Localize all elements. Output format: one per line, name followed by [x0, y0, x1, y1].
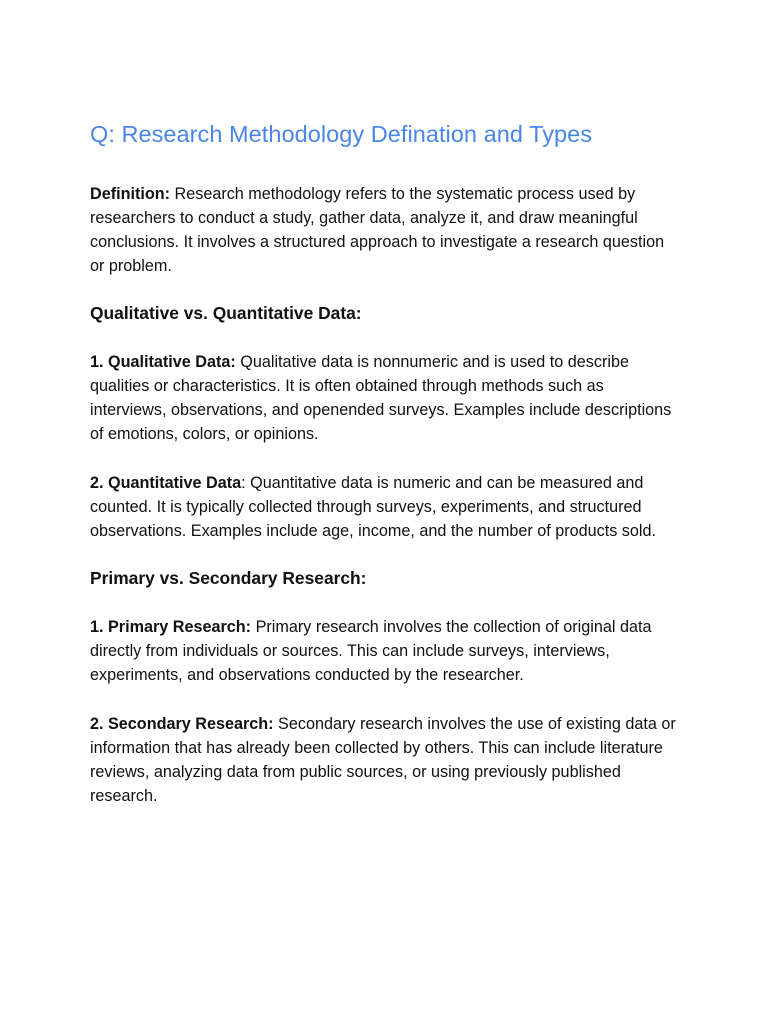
definition-text: Research methodology refers to the systematic process used by researchers to conduct a study, gather data, analyze it, and draw meaningful conclusions. It involves a structured approach to investigate a research question or problem. [90, 185, 665, 275]
definition-label: Definition: [90, 185, 171, 203]
section-heading-primary-secondary: Primary vs. Secondary Research: [90, 568, 367, 588]
qualitative-data-label: 1. Qualitative Data: [90, 353, 236, 371]
primary-research-paragraph [90, 615, 678, 687]
section-heading-qualitative-quantitative: Qualitative vs. Quantitative Data: [90, 303, 362, 323]
primary-research-label: 1. Primary Research: [90, 618, 252, 636]
secondary-research-paragraph [90, 712, 678, 808]
secondary-research-text: Secondary research involves the use of existing data or information that has already been collected by others. This can include literature reviews, analyzing data from public sources, or using previously published research. [90, 715, 676, 805]
quantitative-data-label: 2. Quantitative Data [90, 474, 242, 492]
primary-research-text: Primary research involves the collection of original data directly from individuals or sources. This can include surveys, interviews, experiments, and observations conducted by the researcher. [90, 618, 652, 684]
qualitative-data-text: Qualitative data is nonnumeric and is used to describe qualities or characteristics. It is often obtained through methods such as interviews, observations, and openended surveys. Examples include descriptions of emotions, colors, or opinions. [90, 353, 672, 443]
quantitative-data-paragraph [90, 471, 678, 543]
page-title: Q: Research Methodology Defination and Types [90, 121, 593, 147]
qualitative-data-paragraph [90, 350, 678, 446]
secondary-research-label: 2. Secondary Research: [90, 715, 274, 733]
definition-paragraph [90, 182, 678, 278]
quantitative-data-text: : Quantitative data is numeric and can be measured and counted. It is typically collected through surveys, experiments, and structured observations. Examples include age, income, and the number of products sold. [90, 474, 656, 540]
